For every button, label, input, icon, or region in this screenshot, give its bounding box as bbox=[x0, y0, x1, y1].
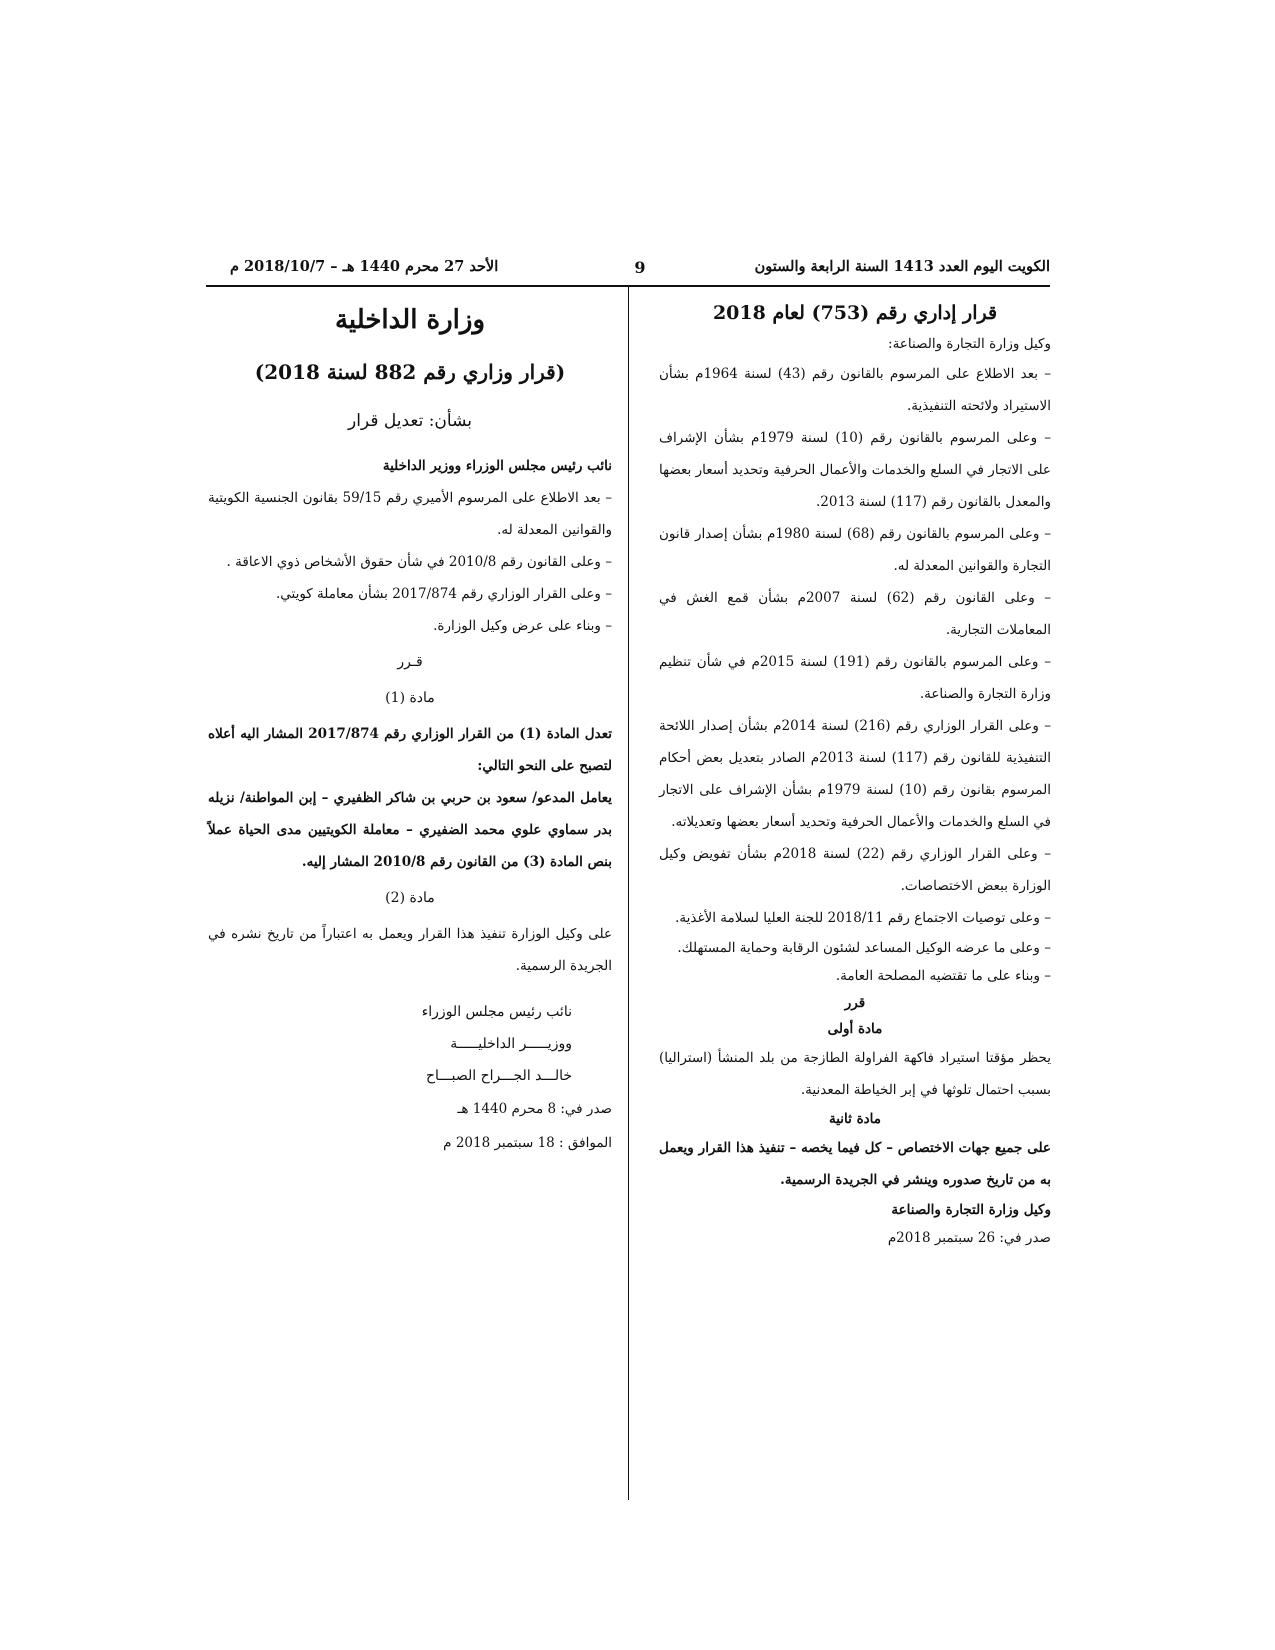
decided-heading: قـرر bbox=[397, 654, 423, 670]
recital-paragraph: – بعد الاطلاع على المرسوم الأميري رقم 59/15 بقانون الجنسية الكويتية والقوانين المعدلة له. bbox=[208, 490, 612, 538]
recital-paragraph: – وعلى القرار الوزاري رقم (22) لسنة 2018م بشأن تفويض وكيل الوزارة ببعض الاختصاصات. bbox=[659, 846, 1051, 894]
issuing-authority: نائب رئيس مجلس الوزراء ووزير الداخلية bbox=[382, 458, 612, 474]
article-heading: مادة أولى bbox=[827, 1021, 883, 1037]
article-text: على جميع جهات الاختصاص – كل فيما يخصه – تنفيذ هذا القرار ويعمل به من تاريخ صدوره وينشر في الجريدة الرسمية. bbox=[659, 1140, 1051, 1188]
right-column bbox=[659, 298, 1051, 1252]
article-text: يحظر مؤقتا استيراد فاكهة الفراولة الطازجة من بلد المنشأ (استراليا) بسبب احتمال تلوثها في إبر الخياطة المعدنية. bbox=[659, 1050, 1051, 1098]
left-column bbox=[208, 298, 612, 1160]
ministry-title: وزارة الداخلية bbox=[334, 305, 486, 335]
article-heading: مادة (1) bbox=[385, 690, 435, 706]
recital-paragraph: – وعلى القانون رقم (62) لسنة 2007م بشأن قمع الغش في المعاملات التجارية. bbox=[659, 590, 1051, 638]
recital-paragraph: – وعلى القانون رقم 2010/8 في شأن حقوق الأشخاص ذوي الاعاقة . bbox=[226, 554, 612, 570]
decision-subject: بشأن: تعديل قرار bbox=[348, 411, 472, 431]
recital-paragraph: – وعلى توصيات الاجتماع رقم 2018/11 للجنة العليا لسلامة الأغذية. bbox=[675, 910, 1051, 926]
recital-paragraph: – وعلى المرسوم بالقانون رقم (68) لسنة 1980م بشأن إصدار قانون التجارة والقوانين المعدلة له. bbox=[659, 526, 1052, 574]
issuer-line: وكيل وزارة التجارة والصناعة: bbox=[888, 336, 1051, 352]
issue-date-line: صدر في: 26 سبتمبر 2018م bbox=[887, 1230, 1051, 1246]
article-text: على وكيل الوزارة تنفيذ هذا القرار ويعمل به اعتباراً من تاريخ نشره في الجريدة الرسمية. bbox=[208, 926, 612, 974]
decision-title: قرار إداري رقم (753) لعام 2018 bbox=[712, 302, 998, 324]
decided-heading: قرر bbox=[844, 995, 866, 1011]
recital-paragraph: – وبناء على عرض وكيل الوزارة. bbox=[433, 618, 612, 634]
recital-paragraph: – وعلى المرسوم بالقانون رقم (10) لسنة 1979م بشأن الإشراف على الاتجار في السلع والخدمات والأعمال الحرفية وتحديد أسعار بعضها والمعدل بالقانون رقم (117) لسنة 2013. bbox=[659, 430, 1051, 510]
signatory: وكيل وزارة التجارة والصناعة bbox=[891, 1202, 1051, 1218]
issue-date: الأحد 27 محرم 1440 هـ – 2018/10/7 م bbox=[230, 258, 499, 275]
recital-paragraph: – بعد الاطلاع على المرسوم بالقانون رقم (43) لسنة 1964م بشأن الاستيراد ولائحته التنفيذية. bbox=[659, 366, 1051, 414]
gazette-issue-info: الكويت اليوم العدد 1413 السنة الرابعة والستون bbox=[754, 258, 1050, 275]
column-divider bbox=[628, 287, 629, 1500]
signature-line: خالـــد الجـــراح الصبـــاح bbox=[425, 1068, 572, 1084]
article-heading: مادة (2) bbox=[385, 890, 435, 906]
recital-paragraph: – وبناء على ما تقتضيه المصلحة العامة. bbox=[835, 968, 1051, 984]
page-header bbox=[230, 258, 1050, 282]
issue-date-line: صدر في: 8 محرم 1440 هـ bbox=[457, 1101, 612, 1117]
recital-paragraph: – وعلى المرسوم بالقانون رقم (191) لسنة 2015م في شأن تنظيم وزارة التجارة والصناعة. bbox=[659, 654, 1051, 702]
page-number: 9 bbox=[634, 258, 646, 277]
recital-paragraph: – وعلى القرار الوزاري رقم 2017/874 بشأن معاملة كويتي. bbox=[275, 586, 612, 602]
article-text: تعدل المادة (1) من القرار الوزاري رقم 2017/874 المشار اليه أعلاه لتصبح على النحو التالي: bbox=[208, 726, 612, 774]
article-text: يعامل المدعو/ سعود بن حربي بن شاكر الظفيري – إبن المواطنة/ نزيله بدر سماوي علوي محمد الضفيري – معاملة الكويتيين مدى الحياة عملاً بنص المادة (3) من القانون رقم 2010/8 المشار إليه. bbox=[208, 790, 612, 870]
corresponding-date-line: الموافق : 18 سبتمبر 2018 م bbox=[443, 1135, 612, 1151]
signature-line: ووزيـــــر الداخليـــــة bbox=[450, 1036, 572, 1052]
signature-line: نائب رئيس مجلس الوزراء bbox=[421, 1004, 572, 1020]
article-heading: مادة ثانية bbox=[828, 1111, 882, 1127]
recital-paragraph: – وعلى ما عرضه الوكيل المساعد لشئون الرقابة وحماية المستهلك. bbox=[677, 940, 1051, 956]
recital-paragraph: – وعلى القرار الوزاري رقم (216) لسنة 2014م بشأن إصدار اللائحة التنفيذية للقانون رقم (117) لسنة 2013م الصادر بتعديل بعض أحكام المرسوم بقانون رقم (10) لسنة 1979م بشأن الإشراف على الاتجار في السلع والخدمات والأعمال الحرفية وتحديد أسعار بعضها وتعديلاته. bbox=[659, 718, 1051, 830]
decision-title: (قرار وزاري رقم 882 لسنة 2018) bbox=[254, 360, 566, 384]
